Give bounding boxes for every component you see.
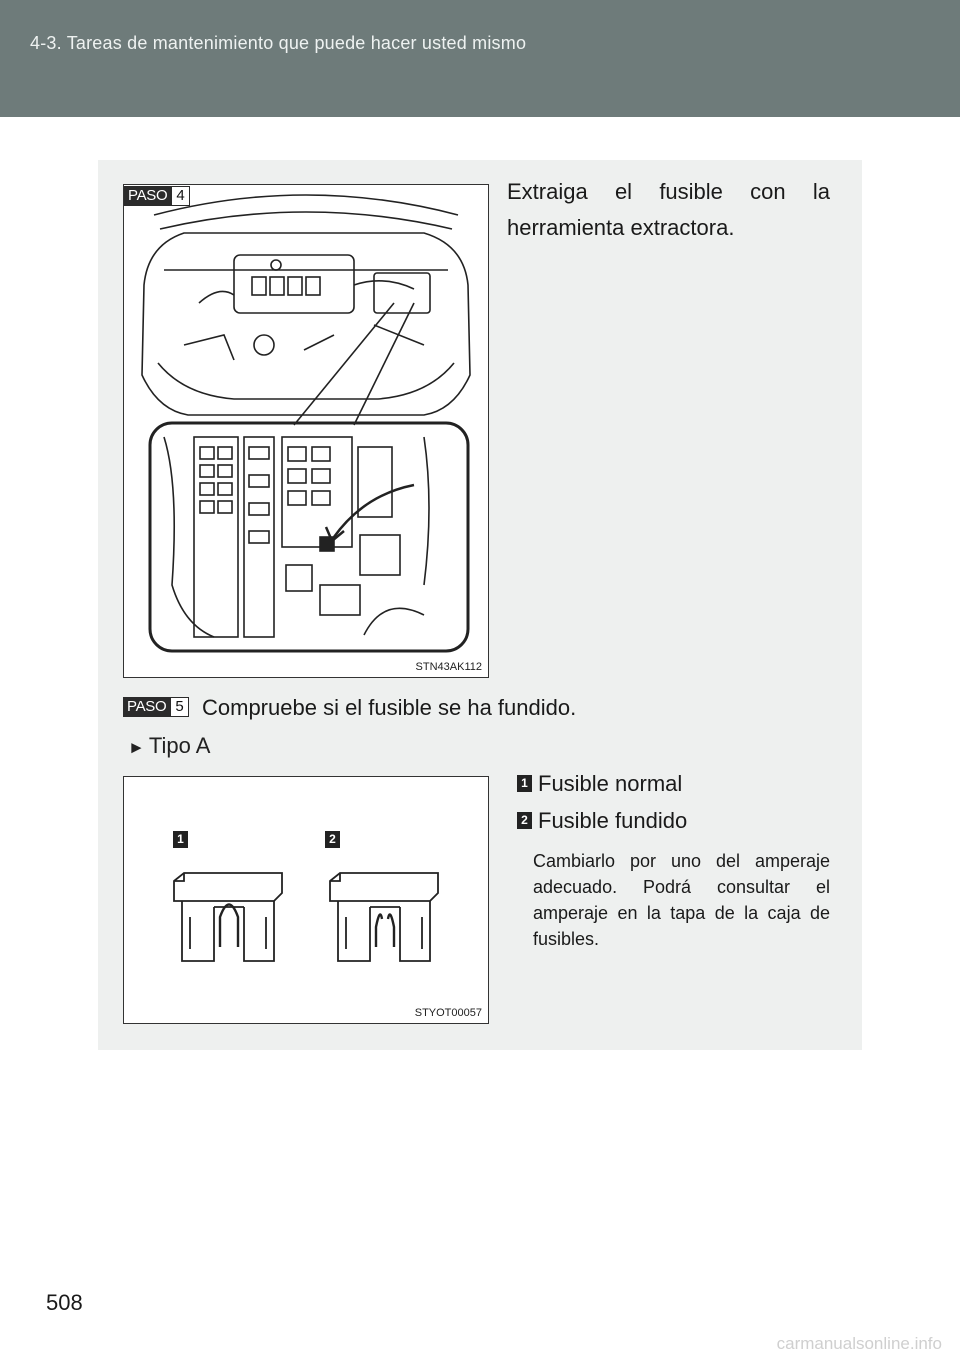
- tipo-heading: [128, 728, 210, 766]
- fuse-illustration: [124, 777, 488, 1023]
- triangle-marker-icon: ►: [128, 738, 145, 757]
- fuse-item-label: Fusible normal: [538, 771, 683, 796]
- engine-bay-illustration: [124, 185, 488, 677]
- fuse-item-normal: [517, 766, 682, 802]
- step-label: PASO: [123, 697, 170, 717]
- step-5-text: Compruebe si el fusible se ha fundido.: [202, 695, 577, 720]
- replacement-note: Cambiarlo por uno del amperaje adecuado. Podrá consultar el amperaje en la tapa de la caja de fusibles.: [533, 851, 830, 949]
- step-5-badge: [123, 697, 189, 717]
- step-label: PASO: [124, 186, 171, 206]
- number-badge: 2: [517, 812, 532, 829]
- fuse-item-blown: [517, 803, 687, 839]
- step-4-text: Extraiga el fusible con la herramienta extractora.: [507, 179, 830, 240]
- fuse-item-label: Fusible fundido: [538, 808, 688, 833]
- engine-fuse-box-figure: [123, 184, 489, 678]
- page-header: [0, 0, 960, 117]
- step-number: 5: [170, 697, 188, 717]
- fuse-comparison-figure: [123, 776, 489, 1024]
- step-number: 4: [171, 186, 189, 206]
- page-number: 508: [46, 1290, 83, 1315]
- watermark: carmanualsonline.info: [776, 1334, 942, 1353]
- figure-code: STN43AK112: [415, 661, 482, 673]
- tipo-label: Tipo A: [148, 733, 211, 758]
- step-4-badge: [124, 186, 190, 206]
- figure-badge-2: 2: [325, 831, 340, 848]
- figure-code: STYOT00057: [414, 1007, 482, 1019]
- number-badge: 1: [517, 775, 532, 792]
- section-title: 4-3. Tareas de mantenimiento que puede hacer usted mismo: [30, 33, 527, 53]
- figure-badge-1: 1: [173, 831, 188, 848]
